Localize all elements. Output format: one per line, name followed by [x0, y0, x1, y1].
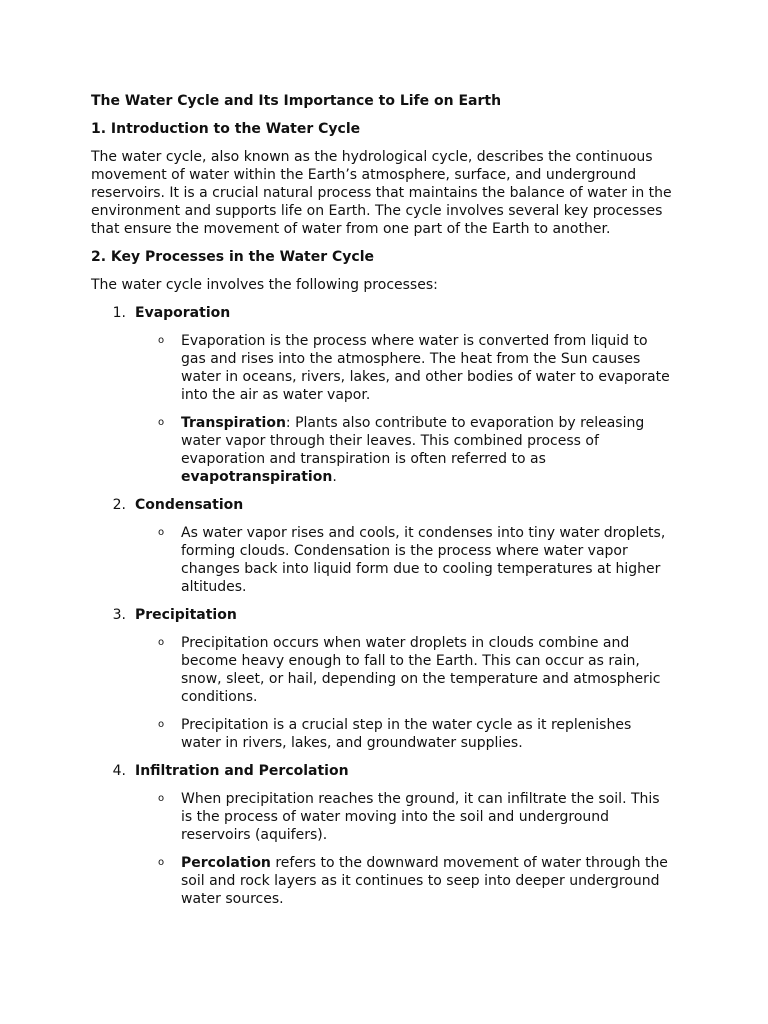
section-heading-introduction: 1. Introduction to the Water Cycle	[91, 121, 361, 137]
bullet-text: refers to the downward movement of water through the soil and rock layers as it continues to seep into deeper underground water sources.	[181, 855, 668, 907]
document-title: The Water Cycle and Its Importance to Life on Earth	[91, 93, 502, 109]
bullet-text: Evaporation is the process where water is converted from liquid to gas and rises into the atmosphere. The heat from the Sun causes water in oceans, rivers, lakes, and other bodies of water to evaporate into the air as water vapor.	[181, 333, 670, 403]
bullet-bold-term: Transpiration	[181, 415, 286, 431]
sub-bullet	[91, 634, 691, 706]
bullet-circle-icon: o	[158, 719, 165, 730]
sub-bullet	[91, 524, 691, 596]
bullet-text: Precipitation is a crucial step in the water cycle as it replenishes water in rivers, lakes, and groundwater supplies.	[181, 717, 632, 751]
list-item-infiltration	[91, 762, 691, 908]
sub-bullet	[91, 716, 691, 752]
introduction-paragraph: The water cycle, also known as the hydrological cycle, describes the continuous movement of water within the Earth’s atmosphere, surface, and underground reservoirs. It is a crucial natural process that maintains the balance of water in the environment and supports life on Earth. The cycle involves several key processes that ensure the movement of water from one part of the Earth to another.	[91, 149, 672, 237]
list-item-evaporation	[91, 304, 691, 486]
bullet-circle-icon: o	[158, 857, 165, 868]
item-title: Condensation	[135, 497, 244, 513]
item-number: 3.	[112, 607, 126, 623]
sub-bullet	[91, 332, 691, 404]
bullet-text: As water vapor rises and cools, it condenses into tiny water droplets, forming clouds. Condensation is the process where water vapor changes back into liquid form due to cooling temperatures at higher altitudes.	[181, 525, 666, 595]
sub-bullet-list	[91, 634, 691, 752]
process-list	[91, 304, 691, 908]
list-item-condensation	[91, 496, 691, 596]
item-number: 1.	[112, 305, 126, 321]
item-title: Evaporation	[135, 305, 231, 321]
sub-bullet-list	[91, 790, 691, 908]
key-processes-intro: The water cycle involves the following processes:	[91, 277, 438, 293]
section-heading-key-processes: 2. Key Processes in the Water Cycle	[91, 249, 374, 265]
bullet-tail: .	[332, 469, 337, 485]
sub-bullet	[91, 414, 691, 486]
document-page	[91, 92, 691, 918]
bullet-circle-icon: o	[158, 527, 165, 538]
item-number: 4.	[112, 763, 126, 779]
bullet-circle-icon: o	[158, 335, 165, 346]
bullet-text: Precipitation occurs when water droplets in clouds combine and become heavy enough to fall to the Earth. This can occur as rain, snow, sleet, or hail, depending on the temperature and atmospheric conditions.	[181, 635, 661, 705]
bullet-text: When precipitation reaches the ground, it can infiltrate the soil. This is the process of water moving into the soil and underground reservoirs (aquifers).	[181, 791, 660, 843]
sub-bullet	[91, 790, 691, 844]
sub-bullet-list	[91, 524, 691, 596]
sub-bullet-list	[91, 332, 691, 486]
bullet-text: : Plants also contribute to evaporation by releasing water vapor through their leaves. This combined process of evaporation and transpiration is often referred to as	[181, 415, 645, 467]
bullet-circle-icon: o	[158, 417, 165, 428]
list-item-precipitation	[91, 606, 691, 752]
bullet-circle-icon: o	[158, 793, 165, 804]
sub-bullet	[91, 854, 691, 908]
bullet-circle-icon: o	[158, 637, 165, 648]
bullet-bold-term: Percolation	[181, 855, 271, 871]
item-number: 2.	[112, 497, 126, 513]
bullet-bold-term: evapotranspiration	[181, 469, 333, 485]
item-title: Precipitation	[135, 607, 237, 623]
item-title: Infiltration and Percolation	[135, 763, 349, 779]
